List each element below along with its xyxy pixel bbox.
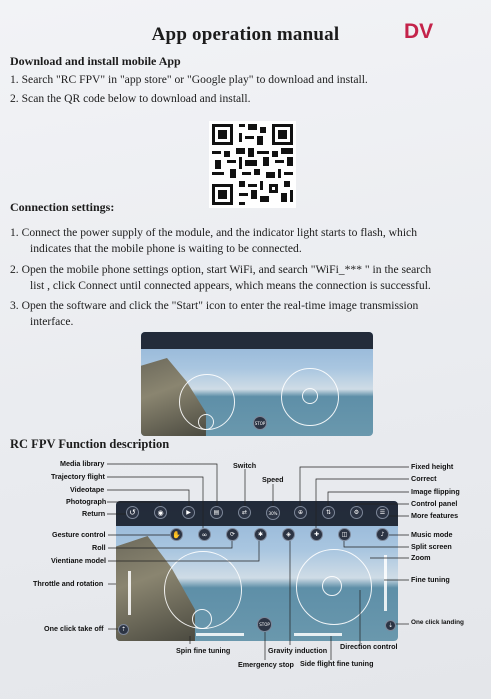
label-side-flight-fine-tuning: Side flight fine tuning	[300, 659, 374, 668]
label-image-flipping: Image flipping	[411, 487, 460, 496]
emergency-stop-icon: STOP	[257, 617, 272, 632]
download-step-1: 1. Search "RC FPV" in "app store" or "Google play" to download and install.	[10, 73, 368, 86]
return-icon: ↺	[126, 506, 139, 519]
media-library-icon: ▤	[210, 506, 223, 519]
label-photograph: Photograph	[66, 497, 107, 506]
label-more-features: More features	[411, 511, 459, 520]
label-control-panel: Control panel	[411, 499, 458, 508]
label-music-mode: Music mode	[411, 530, 453, 539]
label-return: Return	[82, 509, 106, 518]
stop-icon: STOP	[253, 416, 267, 430]
speed-icon: 30%	[266, 506, 280, 520]
image-flipping-icon: ⇅	[322, 506, 335, 519]
label-split-screen: Split screen	[411, 542, 452, 551]
gravity-induction-icon: ◈	[282, 528, 295, 541]
switch-icon: ⇄	[238, 506, 251, 519]
connection-line-2: indicates that the mobile phone is waiting to be connected.	[30, 242, 302, 255]
label-direction-control: Direction control	[340, 642, 398, 651]
label-correct: Correct	[411, 474, 437, 483]
label-vientiane-model: Vientiane model	[51, 556, 106, 565]
correct-icon: ✚	[310, 528, 323, 541]
trajectory-flight-icon: ∞	[198, 528, 211, 541]
fixed-height-icon: ⊕	[294, 506, 307, 519]
connection-line-4: list , click Connect until connected appears, which means the connection is successful.	[30, 279, 431, 292]
label-gesture-control: Gesture control	[52, 530, 106, 539]
connection-line-6: interface.	[30, 315, 74, 328]
label-speed: Speed	[262, 475, 284, 484]
gesture-control-icon: ✋	[170, 528, 183, 541]
control-panel-icon: ⚙	[350, 506, 363, 519]
function-heading: RC FPV Function description	[10, 437, 170, 451]
photograph-icon: ◉	[154, 506, 167, 519]
connection-line-3: 2. Open the mobile phone settings option, start WiFi, and search "WiFi_*** " in the search	[10, 263, 432, 276]
connection-line-1: 1. Connect the power supply of the module, and the indicator light starts to flash, which	[10, 226, 417, 239]
take-off-icon: ⇡	[118, 624, 129, 635]
download-step-2: 2. Scan the QR code below to download and install.	[10, 92, 251, 105]
label-throttle-rotation: Throttle and rotation	[33, 579, 104, 588]
label-fixed-height: Fixed height	[411, 462, 454, 471]
brand-mark: DV	[404, 20, 434, 43]
label-trajectory-flight: Trajectory flight	[51, 472, 105, 481]
split-screen-icon: ◫	[338, 528, 351, 541]
download-heading: Download and install mobile App	[10, 54, 181, 68]
label-emergency-stop: Emergency stop	[238, 660, 294, 669]
connection-heading: Connection settings:	[10, 200, 115, 214]
landing-icon: ⇣	[385, 620, 396, 631]
label-roll: Roll	[92, 543, 106, 552]
music-mode-icon: ♪	[376, 528, 389, 541]
label-one-click-landing: One click landing	[411, 619, 464, 626]
page-title: App operation manual	[151, 24, 340, 45]
label-switch: Switch	[233, 461, 257, 470]
label-videotape: Videotape	[70, 485, 105, 494]
label-media-library: Media library	[60, 459, 105, 468]
label-gravity-induction: Gravity induction	[268, 646, 328, 655]
label-one-click-takeoff: One click take off	[44, 624, 104, 633]
label-zoom: Zoom	[411, 553, 431, 562]
vientiane-model-icon: ✱	[254, 528, 267, 541]
roll-icon: ⟳	[226, 528, 239, 541]
label-spin-fine-tuning: Spin fine tuning	[176, 646, 231, 655]
connection-line-5: 3. Open the software and click the "Start" icon to enter the real-time image transmission	[10, 299, 419, 312]
videotape-icon: ▶	[182, 506, 195, 519]
more-features-icon: ☰	[376, 506, 389, 519]
label-fine-tuning: Fine tuning	[411, 575, 450, 584]
